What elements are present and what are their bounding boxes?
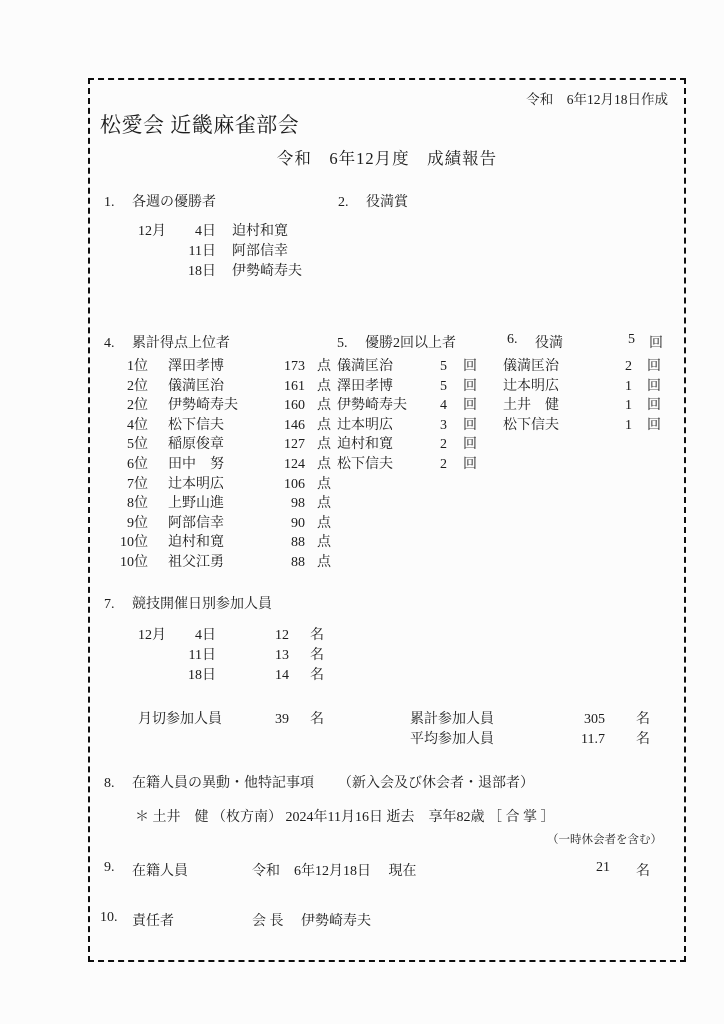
member-unit: 名 (636, 864, 650, 879)
rank: 9位 (127, 515, 148, 531)
weekly-winners-table (138, 222, 302, 281)
player-name: 土井 健 (503, 398, 559, 414)
rank: 4位 (127, 417, 148, 433)
section10-line (0, 910, 600, 930)
count-unit: 回 (463, 378, 477, 394)
points-unit: 点 (317, 417, 331, 433)
monthly-total (138, 710, 324, 730)
player-name: 祖父江勇 (168, 554, 224, 570)
player-name: 稲原俊章 (168, 437, 224, 453)
player-name: 澤田孝博 (337, 378, 393, 394)
section8-title: 在籍人員の異動・他特記事項 (132, 776, 314, 791)
multiple-wins-table (337, 357, 477, 475)
attendance-day: 18日 (188, 668, 216, 683)
points-unit: 点 (317, 535, 331, 551)
cumulative-label: 累計参加人員 (410, 712, 494, 727)
member-footnote: （一時休会者を含む） (547, 834, 662, 846)
section1-title: 各週の優勝者 (132, 195, 216, 210)
win-count: 2 (440, 437, 447, 453)
player-name: 上野山進 (168, 496, 224, 512)
section2-title: 役満賞 (366, 195, 408, 210)
player-name: 伊勢崎寿夫 (168, 398, 238, 414)
rank: 10位 (120, 535, 148, 551)
points-unit: 点 (317, 515, 331, 531)
player-name: 松下信夫 (168, 417, 224, 433)
points-unit: 点 (317, 496, 331, 512)
player-name: 辻本明広 (503, 378, 559, 394)
average-count: 11.7 (581, 732, 605, 747)
rank: 5位 (127, 437, 148, 453)
points: 88 (291, 554, 305, 570)
average-label: 平均参加人員 (410, 732, 494, 747)
attendance-unit: 名 (636, 712, 650, 727)
count-unit: 回 (463, 456, 477, 472)
section8-header (104, 772, 534, 792)
attendance-unit: 名 (310, 648, 324, 663)
rank: 8位 (127, 496, 148, 512)
win-count: 3 (440, 417, 447, 433)
section6-total: 5 (628, 332, 635, 347)
player-name: 辻本明広 (168, 476, 224, 492)
winner-name: 阿部信幸 (232, 243, 288, 259)
attendance-count: 14 (275, 668, 289, 683)
month-label: 12月 (138, 224, 166, 239)
monthly-total-label: 月切参加人員 (138, 712, 222, 727)
rank: 1位 (127, 359, 148, 374)
points: 90 (291, 515, 305, 531)
player-name: 辻本明広 (337, 417, 393, 433)
section7-title: 競技開催日別参加人員 (132, 597, 272, 612)
points-unit: 点 (317, 476, 331, 492)
section6-header (507, 332, 665, 352)
points-unit: 点 (317, 378, 331, 394)
section6-unit: 回 (649, 336, 663, 351)
section1-number: 1. (104, 195, 115, 210)
yakuman-count: 2 (625, 359, 632, 374)
winner-day: 18日 (188, 263, 216, 279)
section7-number: 7. (104, 597, 115, 612)
section2-header (338, 191, 408, 211)
yakuman-table (503, 357, 661, 435)
section2-number: 2. (338, 195, 349, 210)
count-unit: 回 (463, 359, 477, 374)
player-name: 儀満匡治 (168, 378, 224, 394)
player-name: 儀満匡治 (503, 359, 559, 374)
org-title: 松愛会 近畿麻雀部会 (100, 113, 300, 137)
attendance-table (138, 626, 324, 686)
yakuman-count: 1 (625, 378, 632, 394)
count-unit: 回 (463, 417, 477, 433)
chairman-name: 会 長 伊勢崎寿夫 (252, 914, 371, 929)
winner-name: 伊勢崎寿夫 (232, 263, 302, 279)
points: 127 (284, 437, 305, 453)
yakuman-count: 1 (625, 417, 632, 433)
points-unit: 点 (317, 554, 331, 570)
cumulative-count: 305 (584, 712, 605, 727)
section8-subtitle: （新入会及び休会者・退部者） (338, 776, 534, 791)
points: 160 (284, 398, 305, 414)
attendance-day: 4日 (195, 628, 216, 643)
cumulative-average-totals (410, 710, 650, 750)
member-change-note: ＊ 土井 健 （枚方南） 2024年11月16日 逝去 享年82歳 ［ 合 掌 ］ (135, 810, 555, 825)
player-name: 阿部信幸 (168, 515, 224, 531)
section8-number: 8. (104, 776, 115, 791)
winner-day: 11日 (188, 243, 216, 259)
points: 106 (284, 476, 305, 492)
points: 98 (291, 496, 305, 512)
points: 173 (284, 359, 305, 374)
monthly-total-count: 39 (275, 712, 289, 727)
player-name: 伊勢崎寿夫 (337, 398, 407, 414)
created-date: 令和 6年12月18日作成 (526, 92, 668, 107)
yakuman-count: 1 (625, 398, 632, 414)
section10-title: 責任者 (132, 914, 174, 929)
count-unit: 回 (463, 437, 477, 453)
player-name: 松下信夫 (503, 417, 559, 433)
winner-day: 4日 (195, 224, 216, 239)
rank: 2位 (127, 378, 148, 394)
section5-number: 5. (337, 336, 348, 351)
section4-title: 累計得点上位者 (132, 336, 230, 351)
player-name: 澤田孝博 (168, 359, 224, 374)
rank: 2位 (127, 398, 148, 414)
count-unit: 回 (463, 398, 477, 414)
month-label: 12月 (138, 628, 166, 643)
player-name: 田中 努 (168, 456, 224, 472)
section10-number: 10. (100, 910, 118, 925)
points-unit: 点 (317, 456, 331, 472)
section6-title: 役満 (535, 336, 563, 351)
rank: 10位 (120, 554, 148, 570)
count-unit: 回 (647, 378, 661, 394)
section9-line (0, 860, 650, 880)
attendance-count: 12 (275, 628, 289, 643)
points-unit: 点 (317, 437, 331, 453)
report-title: 令和 6年12月度 成績報告 (276, 149, 498, 168)
attendance-unit: 名 (310, 712, 324, 727)
rank: 7位 (127, 476, 148, 492)
section1-header (104, 191, 216, 211)
points: 146 (284, 417, 305, 433)
attendance-unit: 名 (310, 628, 324, 643)
cumulative-points-table (108, 357, 335, 573)
points: 124 (284, 456, 305, 472)
player-name: 儀満匡治 (337, 359, 393, 374)
attendance-unit: 名 (636, 732, 650, 747)
member-count: 21 (596, 860, 610, 875)
points-unit: 点 (317, 398, 331, 414)
player-name: 松下信夫 (337, 456, 393, 472)
section4-number: 4. (104, 336, 115, 351)
section5-header (337, 332, 456, 352)
count-unit: 回 (647, 359, 661, 374)
points-unit: 点 (317, 359, 331, 374)
attendance-count: 13 (275, 648, 289, 663)
count-unit: 回 (647, 417, 661, 433)
attendance-day: 11日 (188, 648, 216, 663)
section5-title: 優勝2回以上者 (365, 336, 456, 351)
attendance-unit: 名 (310, 668, 324, 683)
win-count: 4 (440, 398, 447, 414)
section6-number: 6. (507, 332, 518, 347)
section9-title: 在籍人員 (132, 864, 188, 879)
player-name: 迫村和寛 (337, 437, 393, 453)
player-name: 迫村和寛 (168, 535, 224, 551)
points: 88 (291, 535, 305, 551)
section4-header (104, 332, 230, 352)
section9-asof-date: 令和 6年12月18日 現在 (252, 864, 417, 879)
section9-number: 9. (104, 860, 115, 875)
rank: 6位 (127, 456, 148, 472)
win-count: 5 (440, 359, 447, 374)
count-unit: 回 (647, 398, 661, 414)
win-count: 5 (440, 378, 447, 394)
win-count: 2 (440, 456, 447, 472)
winner-name: 迫村和寛 (232, 224, 288, 239)
points: 161 (284, 378, 305, 394)
section7-header (104, 593, 272, 613)
